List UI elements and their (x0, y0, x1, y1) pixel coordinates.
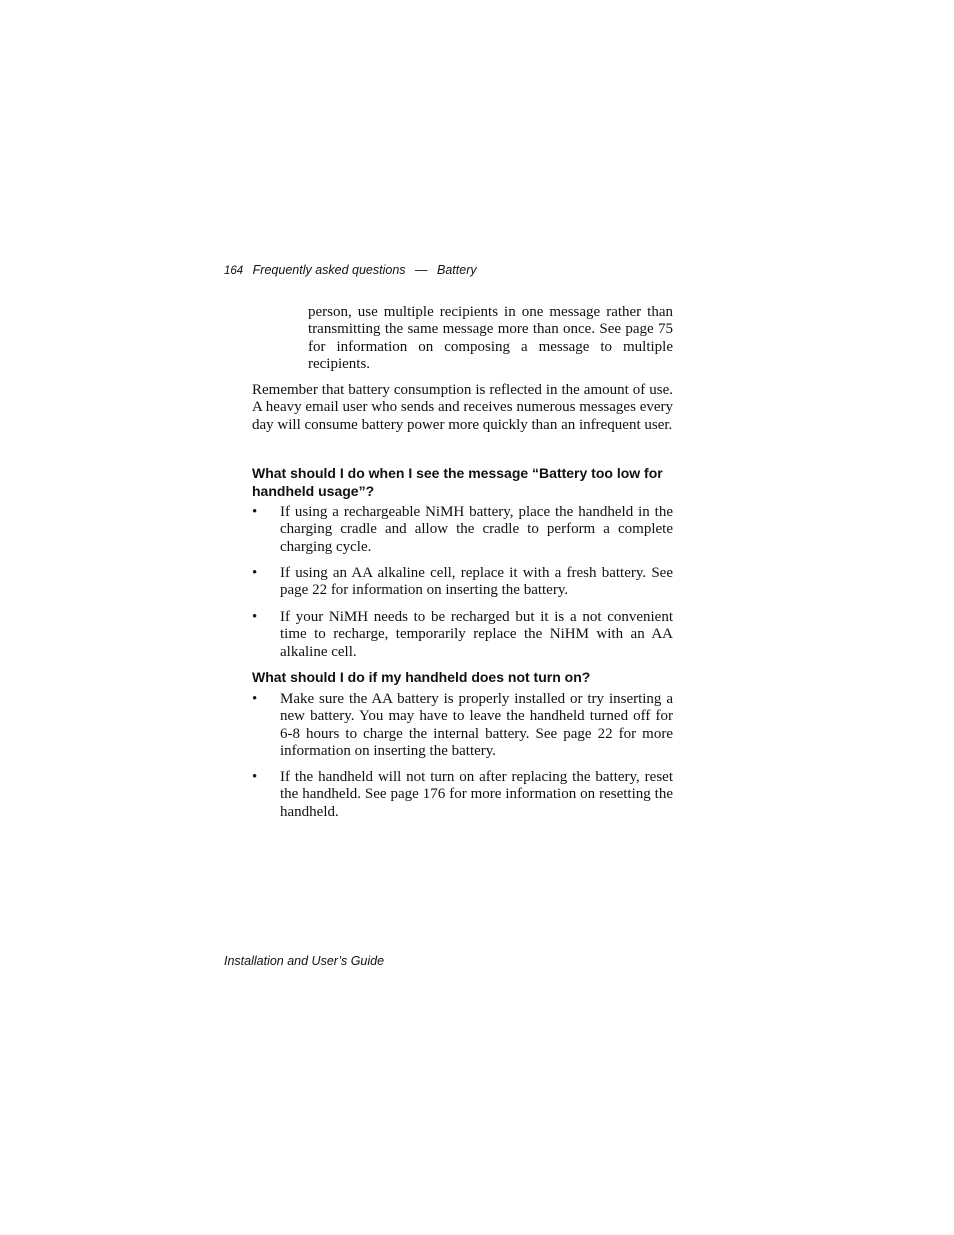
list-item-text: If using an AA alkaline cell, replace it with a fresh battery. See page 22 for information on inserting the battery. (280, 565, 673, 599)
list-item-text: If using a rechargeable NiMH battery, place the handheld in the charging cradle and allow the cradle to perform a complete charging cycle. (280, 504, 673, 555)
bullet-marker: • (252, 565, 258, 581)
list-item (252, 504, 673, 556)
list-item (252, 691, 673, 760)
continued-paragraph: person, use multiple recipients in one message rather than transmitting the same message more than once. See page 75 for information on composing a message to multiple recipients. (308, 304, 673, 372)
question-heading-battery-low: What should I do when I see the message “Battery too low for handheld usage”? (252, 465, 663, 499)
page-number: 164 (224, 265, 244, 277)
list-item-text: If your NiMH needs to be recharged but it is a not convenient time to recharge, temporarily replace the NiHM with an AA alkaline cell. (280, 609, 673, 660)
list-item (252, 565, 673, 600)
question-heading-no-power: What should I do if my handheld does not turn on? (252, 669, 591, 685)
header-topic: Battery (437, 263, 477, 277)
list-item-text: If the handheld will not turn on after replacing the battery, reset the handheld. See page 176 for more information on resetting the handheld. (280, 769, 673, 820)
running-footer: Installation and User’s Guide (224, 954, 385, 968)
bullet-marker: • (252, 609, 258, 625)
header-section: Frequently asked questions (252, 263, 406, 277)
running-header (224, 263, 477, 277)
list-item-text: Make sure the AA battery is properly installed or try inserting a new battery. You may have to leave the handheld turned off for 6-8 hours to charge the internal battery. See page 22 for more information on inserting the battery. (280, 691, 673, 759)
bullet-marker: • (252, 769, 258, 785)
bullet-marker: • (252, 504, 258, 520)
list-item (252, 769, 673, 821)
header-separator: — (415, 263, 428, 277)
bullet-marker: • (252, 691, 258, 707)
battery-consumption-paragraph: Remember that battery consumption is reflected in the amount of use. A heavy email user who sends and receives numerous messages every day will consume battery power more quickly than an infrequent user. (252, 382, 673, 433)
list-item (252, 609, 673, 661)
